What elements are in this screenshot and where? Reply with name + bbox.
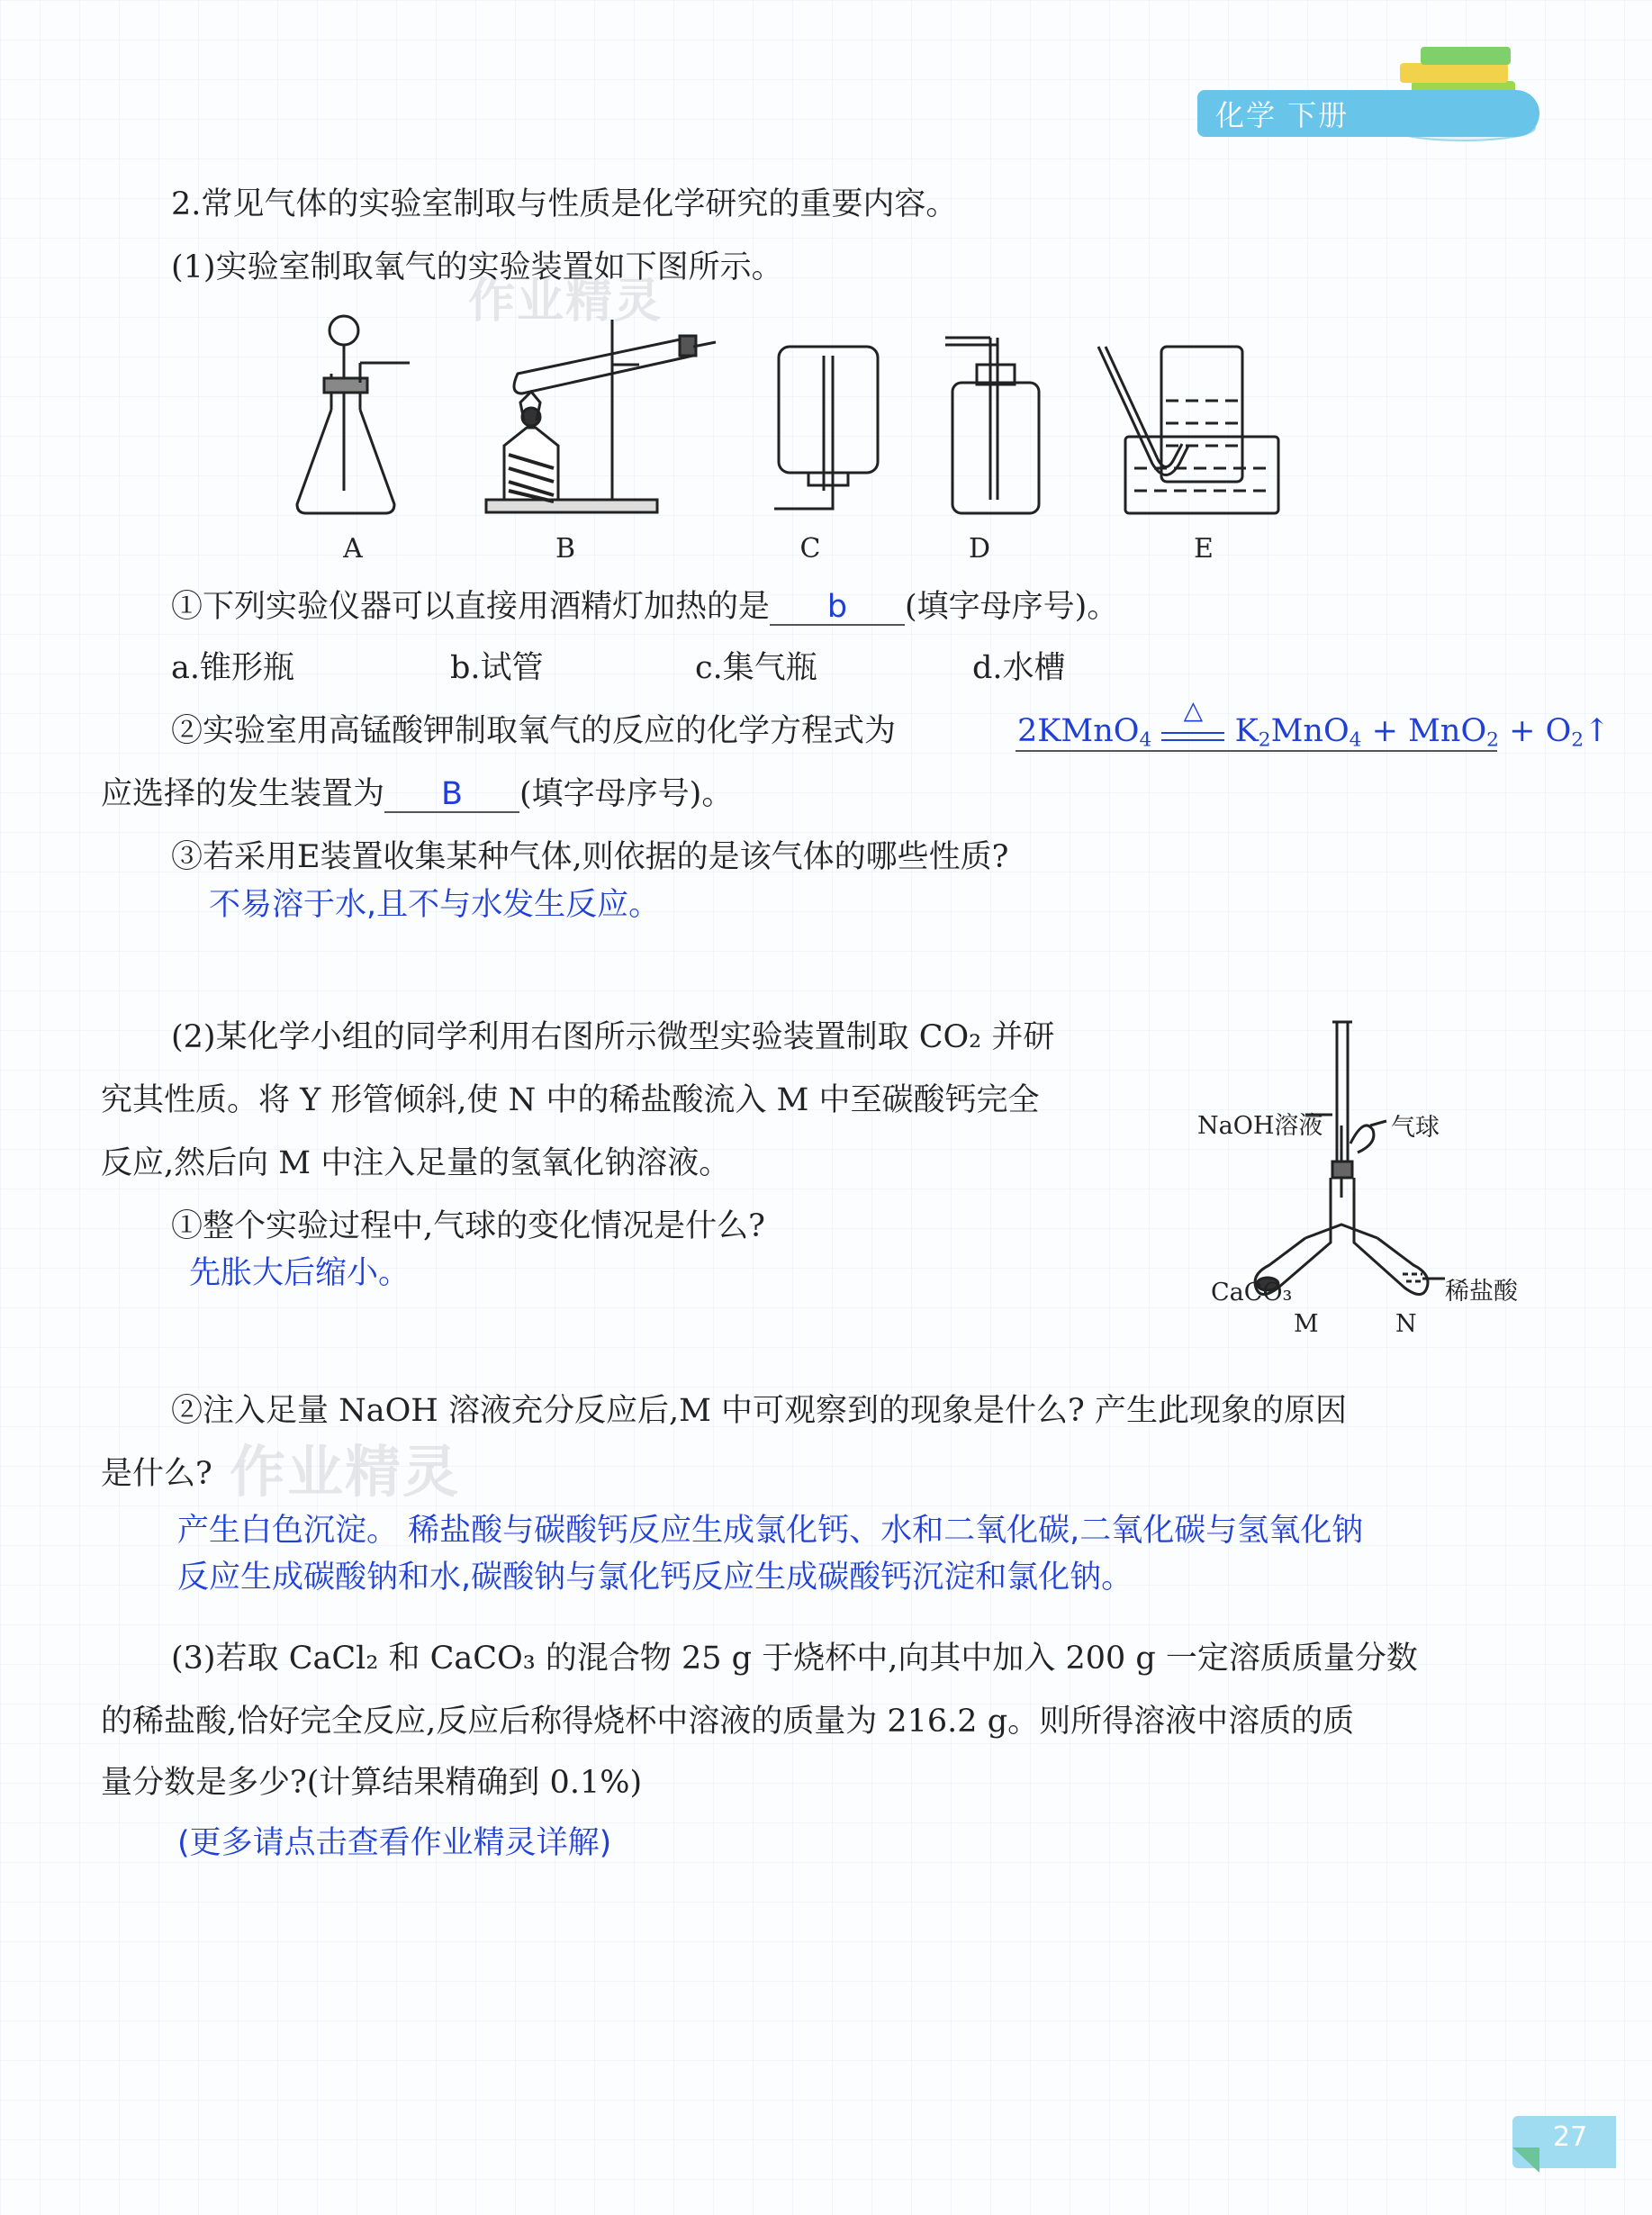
part2-intro-3: 反应,然后向 M 中注入足量的氢氧化钠溶液。	[101, 1145, 731, 1181]
part1-q1-prefix: ①下列实验仪器可以直接用酒精灯加热的是	[171, 589, 771, 625]
header-title: 化学 下册	[1215, 98, 1350, 132]
apparatus-label-d: D	[968, 533, 991, 565]
apparatus-label-c: C	[799, 533, 821, 565]
option-b: b.试管	[450, 650, 544, 686]
apparatus-label-b: B	[555, 533, 576, 565]
inverted-gas-bottle	[774, 347, 878, 509]
part2-intro-1: (2)某化学小组的同学利用右图所示微型实验装置制取 CO₂ 并研	[171, 1019, 1055, 1055]
more-details-link[interactable]: (更多请点击查看作业精灵详解)	[177, 1825, 612, 1861]
part1-q2-line2: 应选择的发生装置为 B (填字母序号)。	[101, 776, 734, 812]
gas-bottle	[945, 338, 1039, 513]
part1-q1	[171, 587, 1118, 627]
test-tube-heating-apparatus	[486, 320, 716, 512]
part2-q2-answer-1: 产生白色沉淀。 稀盐酸与碳酸钙反应生成氯化钙、水和二氧化碳,二氧化碳与氢氧化钠	[177, 1513, 1364, 1549]
n-label: N	[1395, 1310, 1417, 1338]
part2-q2-answer-2: 反应生成碳酸钠和水,碳酸钠与氯化钙反应生成碳酸钙沉淀和氯化钠。	[177, 1560, 1133, 1596]
conical-flask-apparatus	[297, 316, 410, 513]
part1-q2-prefix: ②实验室用高锰酸钾制取氧气的反应的化学方程式为	[171, 713, 897, 749]
part3-line1: (3)若取 CaCl₂ 和 CaCO₃ 的混合物 25 g 于烧杯中,向其中加入 200 g 一定溶质质量分数	[171, 1641, 1418, 1677]
apparatus-label-e: E	[1194, 533, 1214, 565]
part2-q2-line1: ②注入足量 NaOH 溶液充分反应后,M 中可观察到的现象是什么? 产生此现象的原因	[171, 1393, 1347, 1429]
part3-line2: 的稀盐酸,恰好完全反应,反应后称得烧杯中溶液的质量为 216.2 g。则所得溶液中溶质的质	[101, 1704, 1355, 1740]
watermark: 作业精灵	[230, 1439, 461, 1505]
question-title: 2.常见气体的实验室制取与性质是化学研究的重要内容。	[171, 186, 958, 222]
apparatus-figure	[288, 311, 1287, 518]
naoh-label: NaOH溶液	[1197, 1112, 1323, 1140]
m-label: M	[1294, 1310, 1319, 1338]
part1-q2-answer: B	[384, 777, 519, 813]
hcl-label: 稀盐酸	[1445, 1278, 1518, 1306]
option-a: a.锥形瓶	[171, 650, 294, 686]
balloon-label: 气球	[1391, 1114, 1440, 1142]
part2-q1: ①整个实验过程中,气球的变化情况是什么?	[171, 1208, 765, 1244]
part1-q1-suffix: (填字母序号)。	[905, 589, 1119, 625]
option-c: c.集气瓶	[695, 650, 817, 686]
part1-q3-answer: 不易溶于水,且不与水发生反应。	[209, 887, 661, 923]
part2-intro-2: 究其性质。将 Y 形管倾斜,使 N 中的稀盐酸流入 M 中至碳酸钙完全	[101, 1082, 1040, 1118]
option-d: d.水槽	[972, 650, 1066, 686]
apparatus-label-a: A	[343, 533, 363, 565]
part1-q1-answer: b	[770, 590, 905, 626]
part1-q3: ③若采用E装置收集某种气体,则依据的是该气体的哪些性质?	[171, 839, 1009, 875]
page-number: 27	[1553, 2121, 1588, 2153]
chemical-equation: 2KMnO$_4$ △ $K_2MnO_4 + MnO_2$ + $O_2↑$	[1017, 695, 1611, 752]
equation-underline	[1016, 750, 1497, 752]
water-displacement-apparatus	[1098, 347, 1278, 513]
page-corner-icon	[1512, 2147, 1539, 2174]
part2-q2-line2: 是什么?	[101, 1456, 212, 1492]
reaction-condition: △	[1161, 716, 1224, 741]
part3-line3: 量分数是多少?(计算结果精确到 0.1%)	[101, 1765, 643, 1801]
caco3-label: CaCO₃	[1211, 1279, 1293, 1306]
part1-intro: (1)实验室制取氧气的实验装置如下图所示。	[171, 249, 783, 285]
part2-q1-answer: 先胀大后缩小。	[189, 1255, 411, 1291]
watermark: 作业精灵	[468, 275, 664, 329]
